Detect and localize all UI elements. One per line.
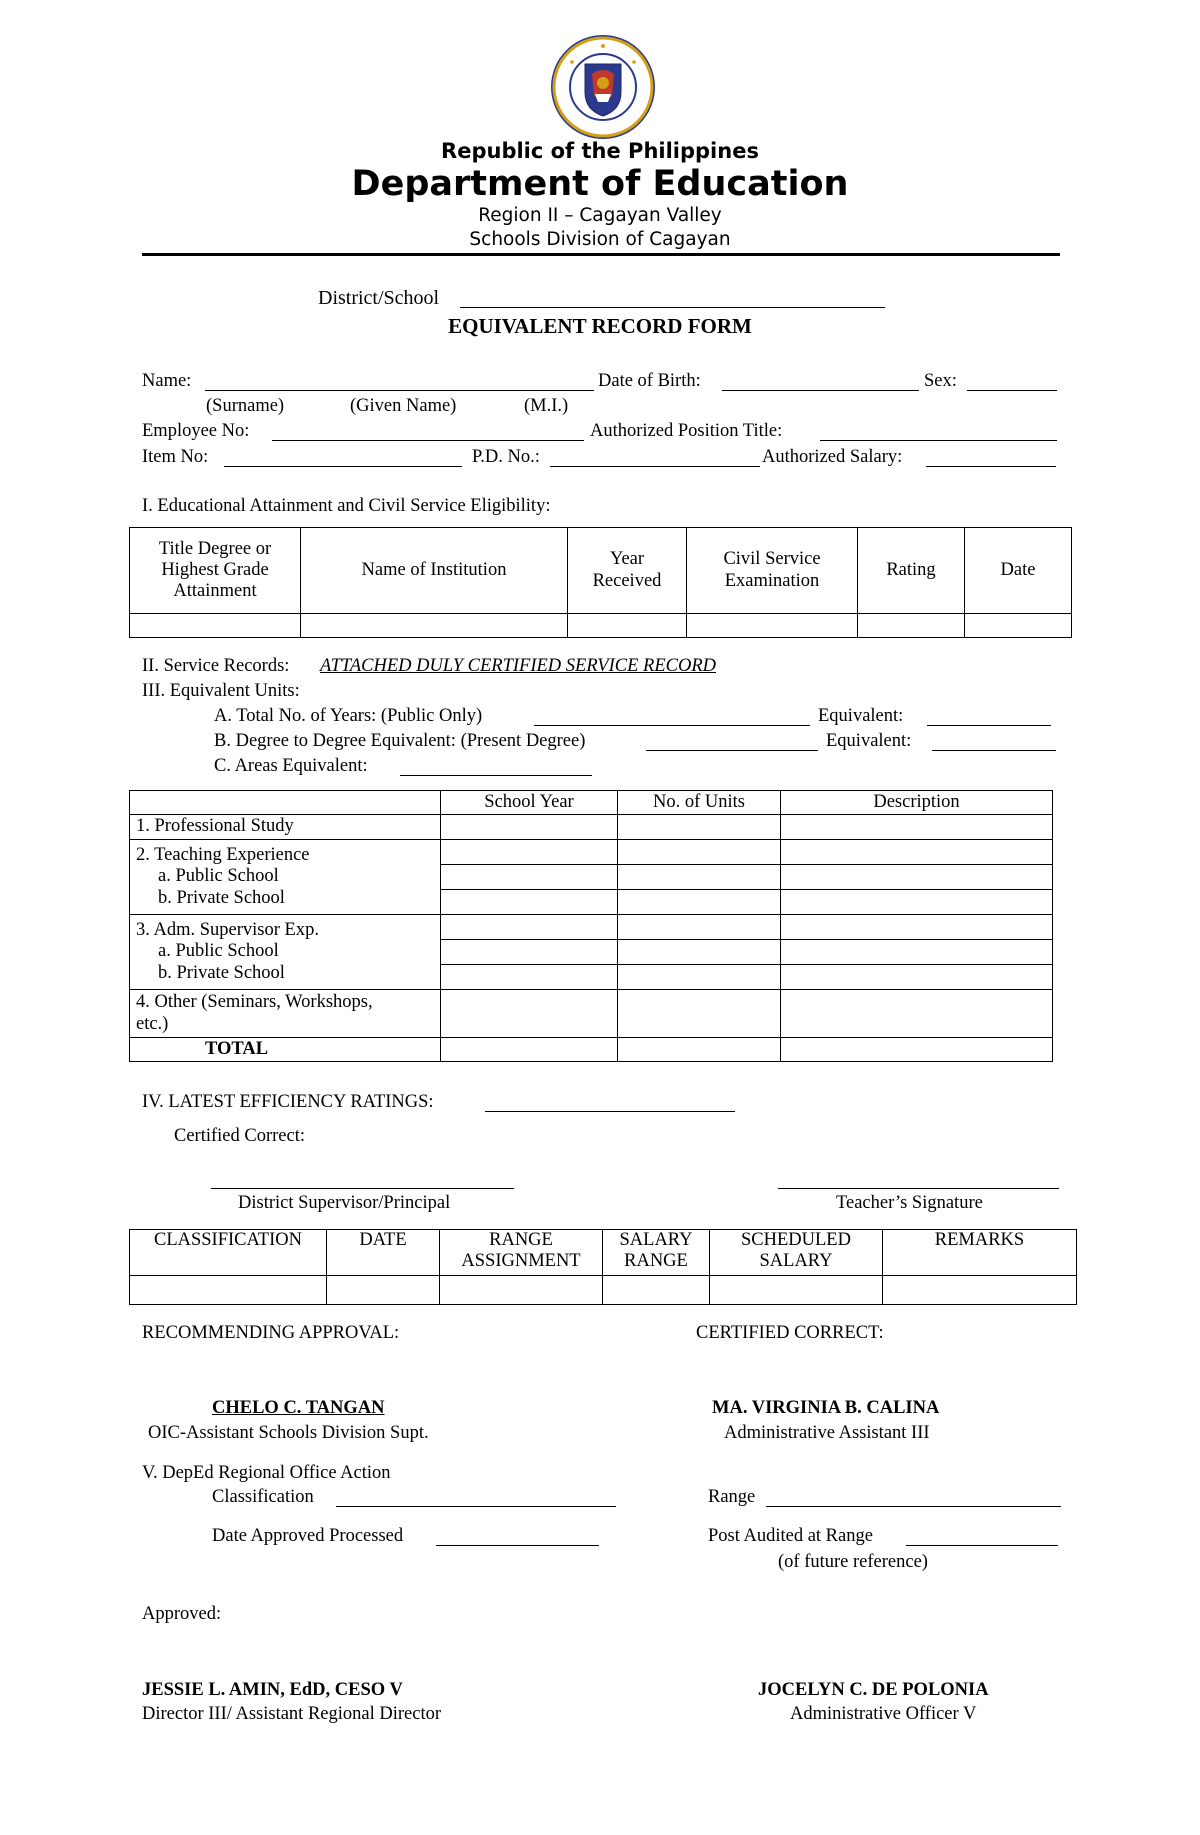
certified-correct-label: Certified Correct: (174, 1126, 305, 1146)
education-cell[interactable] (130, 614, 301, 638)
areas-equivalent-field[interactable] (400, 775, 592, 776)
degree-equivalent-label: B. Degree to Degree Equivalent: (Present Degree) (214, 731, 586, 751)
certifier-title: Administrative Assistant III (724, 1423, 930, 1443)
units-row-label: 2. Teaching Experience (136, 845, 310, 866)
classification-cell[interactable] (130, 1276, 327, 1305)
total-years-label: A. Total No. of Years: (Public Only) (214, 706, 483, 726)
date-approved-label: Date Approved Processed (212, 1526, 404, 1546)
education-header-text: Civil Service Examination (723, 549, 821, 591)
units-cell[interactable] (781, 940, 1053, 965)
regional-director-name: JESSIE L. AMIN, EdD, CESO V (142, 1680, 403, 1700)
classification-field[interactable] (336, 1506, 616, 1507)
name-field[interactable] (205, 390, 594, 391)
name-label: Name: (142, 371, 192, 391)
units-header-cell: School Year (441, 791, 618, 815)
district-school-field[interactable] (460, 307, 885, 308)
areas-equivalent-label: C. Areas Equivalent: (214, 756, 368, 776)
units-row (130, 840, 1053, 865)
units-row-label: a. Public School (158, 941, 279, 962)
classification-cell[interactable] (327, 1276, 440, 1305)
education-header-text: Year Received (592, 549, 662, 591)
classification-header-row (130, 1230, 1077, 1276)
units-cell[interactable] (781, 890, 1053, 915)
supervisor-signature-line[interactable] (211, 1188, 514, 1189)
republic-heading: Republic of the Philippines (441, 139, 759, 163)
date-approved-field[interactable] (436, 1545, 599, 1546)
division-heading: Schools Division of Cagayan (469, 229, 731, 250)
units-cell[interactable] (441, 890, 618, 915)
units-cell[interactable] (781, 915, 1053, 940)
education-cell[interactable] (965, 614, 1072, 638)
given-name-caption: (Given Name) (350, 396, 457, 416)
region-heading: Region II – Cagayan Valley (478, 205, 722, 226)
units-cell[interactable] (441, 915, 618, 940)
certifier-name: MA. VIRGINIA B. CALINA (712, 1398, 940, 1418)
total-years-field[interactable] (534, 725, 810, 726)
classification-header-line1: SCHEDULED (741, 1230, 851, 1250)
units-cell[interactable] (618, 915, 781, 940)
units-row-label: 4. Other (Seminars, Workshops, (136, 992, 373, 1013)
units-cell[interactable] (618, 865, 781, 890)
units-cell[interactable] (618, 815, 781, 840)
efficiency-rating-field[interactable] (485, 1111, 735, 1112)
education-table (129, 527, 1072, 638)
education-cell[interactable] (687, 614, 858, 638)
classification-header-line1: CLASSIFICATION (153, 1230, 303, 1250)
equivalent-b-field[interactable] (932, 750, 1056, 751)
classification-cell[interactable] (710, 1276, 883, 1305)
education-header-cell: Name of Institution (301, 528, 568, 614)
classification-header-line2: RANGE (624, 1251, 688, 1272)
units-cell[interactable] (618, 940, 781, 965)
classification-cell[interactable] (883, 1276, 1077, 1305)
units-cell[interactable] (441, 865, 618, 890)
units-cell[interactable] (781, 990, 1053, 1038)
dob-label: Date of Birth: (598, 371, 701, 391)
units-group-label (130, 990, 441, 1038)
units-total-row (130, 1038, 1053, 1062)
classification-header-line1: RANGE (489, 1230, 553, 1250)
education-header-cell (568, 528, 687, 614)
units-row-label: 3. Adm. Supervisor Exp. (136, 920, 319, 941)
units-cell[interactable] (781, 865, 1053, 890)
classification-header-line1: REMARKS (934, 1230, 1025, 1250)
dob-field[interactable] (722, 390, 919, 391)
certified-correct-heading: CERTIFIED CORRECT: (696, 1323, 884, 1343)
units-total-label: TOTAL (130, 1038, 441, 1062)
post-audited-label: Post Audited at Range (708, 1526, 873, 1546)
education-cell[interactable] (301, 614, 568, 638)
supervisor-caption: District Supervisor/Principal (238, 1193, 451, 1213)
classification-cell[interactable] (440, 1276, 603, 1305)
units-row (130, 915, 1053, 940)
equivalent-a-field[interactable] (927, 725, 1051, 726)
units-group-label (130, 915, 441, 990)
units-cell[interactable] (618, 990, 781, 1038)
classification-header-line2: SALARY (759, 1251, 833, 1272)
units-cell[interactable] (781, 1038, 1053, 1062)
units-row-label: etc.) (136, 1013, 169, 1034)
classification-header-cell (327, 1230, 440, 1276)
future-reference-caption: (of future reference) (778, 1552, 928, 1572)
position-label: Authorized Position Title: (590, 421, 783, 441)
classification-header-cell (440, 1230, 603, 1276)
section5-title: V. DepEd Regional Office Action (142, 1463, 391, 1483)
classification-header-cell (883, 1230, 1077, 1276)
units-cell[interactable] (618, 890, 781, 915)
item-no-field[interactable] (224, 466, 462, 467)
classification-header-line2: ASSIGNMENT (461, 1251, 581, 1272)
teacher-caption: Teacher’s Signature (836, 1193, 983, 1213)
classification-table (129, 1229, 1077, 1305)
education-header-cell: Date (965, 528, 1072, 614)
salary-label: Authorized Salary: (762, 447, 903, 467)
units-cell[interactable] (441, 815, 618, 840)
recommending-approval-label: RECOMMENDING APPROVAL: (142, 1323, 400, 1343)
classification-entry-row[interactable] (130, 1276, 1077, 1305)
units-row-label: a. Public School (158, 866, 279, 887)
classification-header-cell (710, 1230, 883, 1276)
deped-seal (550, 34, 656, 140)
section2-label: II. Service Records: (142, 656, 290, 676)
education-header-row (130, 528, 1072, 614)
regional-director-title: Director III/ Assistant Regional Director (142, 1704, 441, 1724)
form-title: EQUIVALENT RECORD FORM (448, 314, 752, 338)
post-audited-field[interactable] (906, 1545, 1058, 1546)
units-cell[interactable] (781, 815, 1053, 840)
units-header-blank (130, 791, 441, 815)
education-cell[interactable] (568, 614, 687, 638)
units-cell[interactable] (618, 1038, 781, 1062)
classification-header-line1: SALARY (619, 1230, 693, 1250)
units-cell[interactable] (441, 965, 618, 990)
range-label: Range (708, 1487, 756, 1507)
surname-caption: (Surname) (206, 396, 285, 416)
units-row-label: 1. Professional Study (130, 815, 441, 840)
recommending-name: CHELO C. TANGAN (212, 1398, 385, 1418)
range-field[interactable] (766, 1506, 1061, 1507)
recommending-title: OIC-Assistant Schools Division Supt. (148, 1423, 429, 1443)
section3-title: III. Equivalent Units: (142, 681, 300, 701)
units-row-label: b. Private School (158, 962, 285, 983)
units-header-cell: No. of Units (618, 791, 781, 815)
header-rule (142, 253, 1060, 256)
units-header-row (130, 791, 1053, 815)
equivalent-b-label: Equivalent: (826, 731, 912, 751)
sex-field[interactable] (967, 390, 1057, 391)
classification-header-line1: DATE (359, 1230, 407, 1250)
units-cell[interactable] (441, 1038, 618, 1062)
mi-caption: (M.I.) (524, 396, 569, 416)
classification-header-cell (130, 1230, 327, 1276)
units-cell[interactable] (781, 965, 1053, 990)
employee-no-field[interactable] (272, 440, 584, 441)
admin-officer-title: Administrative Officer V (790, 1704, 977, 1724)
equivalent-units-table (129, 790, 1053, 1062)
classification-cell[interactable] (603, 1276, 710, 1305)
education-header-cell (687, 528, 858, 614)
section1-title: I. Educational Attainment and Civil Service Eligibility: (142, 496, 551, 516)
sex-label: Sex: (924, 371, 957, 391)
teacher-signature-line[interactable] (778, 1188, 1059, 1189)
units-group-label (130, 840, 441, 915)
admin-officer-name: JOCELYN C. DE POLONIA (758, 1680, 989, 1700)
classification-header-cell (603, 1230, 710, 1276)
section4-title: IV. LATEST EFFICIENCY RATINGS: (142, 1092, 434, 1112)
salary-field[interactable] (926, 466, 1056, 467)
item-no-label: Item No: (142, 447, 209, 467)
approved-label: Approved: (142, 1604, 222, 1624)
education-header-cell: Rating (858, 528, 965, 614)
equivalent-a-label: Equivalent: (818, 706, 904, 726)
units-row (130, 990, 1053, 1038)
units-cell[interactable] (618, 965, 781, 990)
pd-no-label: P.D. No.: (472, 447, 540, 467)
degree-equivalent-field[interactable] (646, 750, 818, 751)
units-cell[interactable] (618, 840, 781, 865)
pd-no-field[interactable] (550, 466, 760, 467)
classification-label: Classification (212, 1487, 314, 1507)
units-cell[interactable] (441, 990, 618, 1038)
units-row-label: b. Private School (158, 887, 285, 908)
employee-no-label: Employee No: (142, 421, 250, 441)
education-cell[interactable] (858, 614, 965, 638)
units-cell[interactable] (781, 840, 1053, 865)
district-school-label: District/School (318, 287, 440, 309)
education-entry-row[interactable] (130, 614, 1072, 638)
position-field[interactable] (820, 440, 1057, 441)
units-cell[interactable] (441, 840, 618, 865)
section2-value: ATTACHED DULY CERTIFIED SERVICE RECORD (320, 656, 716, 676)
units-header-cell: Description (781, 791, 1053, 815)
education-header-cell: Title Degree or Highest Grade Attainment (130, 528, 301, 614)
units-cell[interactable] (441, 940, 618, 965)
units-row (130, 815, 1053, 840)
department-heading: Department of Education (351, 164, 849, 204)
